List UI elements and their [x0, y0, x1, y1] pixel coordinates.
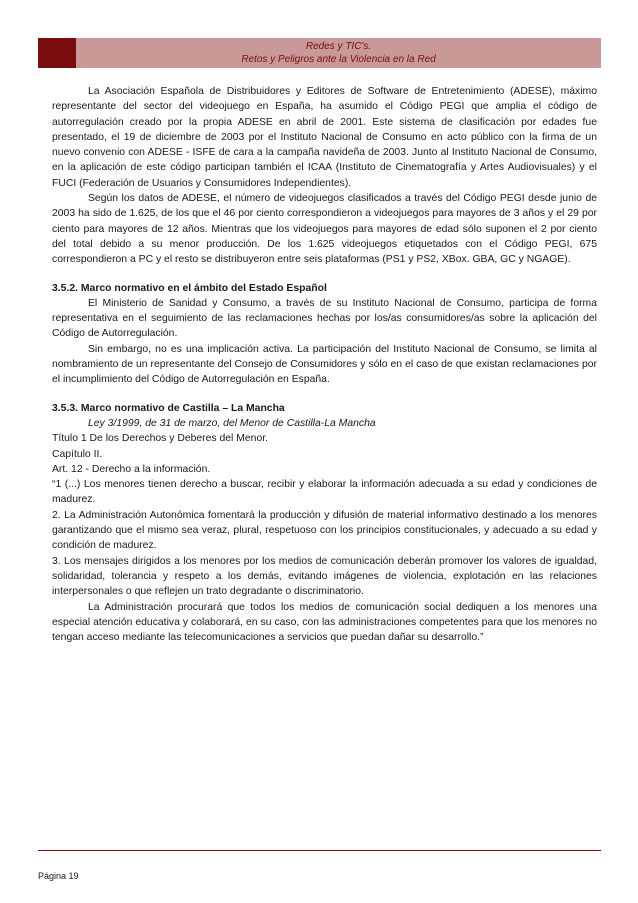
- section-heading-3-5-3: 3.5.3. Marco normativo de Castilla – La Mancha: [52, 402, 285, 414]
- header-title: [76, 40, 601, 66]
- quote-point-1: “1 (...) Los menores tienen derecho a buscar, recibir y elaborar la información adecuada a su edad y condiciones de madurez.: [52, 479, 597, 506]
- paragraph-pegi-data: Según los datos de ADESE, el número de videojuegos clasificados a través del Código PEGI desde junio de 2003 ha sido de 1.625, de los que el 46 por ciento correspondieron a videojuegos para mayores de 3 años y el 29 por ciento para mayores de 12 años. Mientras que los videojuegos para mayores de edad sólo suponen el 2 por ciento del total debido a su menor producción. De los 1.625 videojuegos etiquetados con el Código PEGI, 675 correspondieron a PC y el resto se distribuyeron entre seis plataformas (PS1 y PS2, XBox. GBA, GC y NGAGE).: [52, 193, 597, 266]
- article-line: Art. 12 - Derecho a la información.: [52, 463, 211, 475]
- page-number: Página 19: [38, 871, 79, 881]
- paragraph-implicacion: Sin embargo, no es una implicación activa. La participación del Instituto Nacional de Consumo, se limita al nombramiento de un representante del Consejo de Consumidores y sólo en el caso de que existan reclamaciones por el incumplimiento del Código de Autorregulación en España.: [52, 343, 597, 386]
- paragraph-ministerio: El Ministerio de Sanidad y Consumo, a través de su Instituto Nacional de Consumo, participa de forma representativa en el seguimiento de las reclamaciones hechas por los/as consumidores/as sobre la aplicación del Código de Autorregulación.: [52, 297, 597, 340]
- quote-closing: La Administración procurará que todos los medios de comunicación social dediquen a los menores una especial atención educativa y colaborará, en su caso, con las administraciones competentes para que los menores no tengan acceso mediante las telecomunicaciones a servicios que puedan dañar su desarrollo.”: [52, 601, 597, 644]
- header-title-line1: Redes y TIC's.: [305, 41, 372, 52]
- capitulo-line: Capítulo II.: [52, 448, 103, 460]
- page-header: [38, 38, 601, 68]
- section-heading-3-5-2: 3.5.2. Marco normativo en el ámbito del Estado Español: [52, 282, 327, 294]
- titulo-line: Título 1 De los Derechos y Deberes del Menor.: [52, 433, 268, 445]
- quote-point-2: 2. La Administración Autonómica fomentará la producción y difusión de material informativo destinado a los menores garantizando que el mismo sea veraz, plural, respetuoso con los principios constitucionales, y adecuado a su edad y condición de madurez.: [52, 509, 597, 552]
- header-title-line2: Retos y Peligros ante la Violencia en la Red: [241, 54, 436, 65]
- quote-point-3: 3. Los mensajes dirigidos a los menores por los medios de comunicación deberán promover los valores de igualdad, solidaridad, tolerancia y respeto a los demás, evitando imágenes de violencia, explotación en las relaciones interpersonales o que reflejen un trato degradante o discriminatorio.: [52, 555, 597, 598]
- footer-divider: [38, 850, 601, 851]
- document-body: [52, 84, 597, 645]
- header-accent-block: [38, 38, 76, 68]
- law-title: Ley 3/1999, de 31 de marzo, del Menor de Castilla-La Mancha: [88, 417, 376, 429]
- paragraph-adese: La Asociación Española de Distribuidores y Editores de Software de Entretenimiento (ADESE), máximo representante del sector del videojuego en España, ha asumido el Código PEGI que amplia el código de autorregulación creado por la propia ADESE en abril de 2001. Este sistema de clasificación por edades fue presentado, el 19 de diciembre de 2003 por el Instituto Nacional de Consumo en acto público con la firma de un nuevo convenio con ADESE - ISFE de cara a la campaña navideña de 2003. Junto al Instituto Nacional de Consumo, en la aplicación de este código participan también el ICAA (Instituto de Cinematografía y Artes Audiovisuales) y el FUCI (Federación de Usuarios y Consumidores Independientes).: [52, 86, 597, 189]
